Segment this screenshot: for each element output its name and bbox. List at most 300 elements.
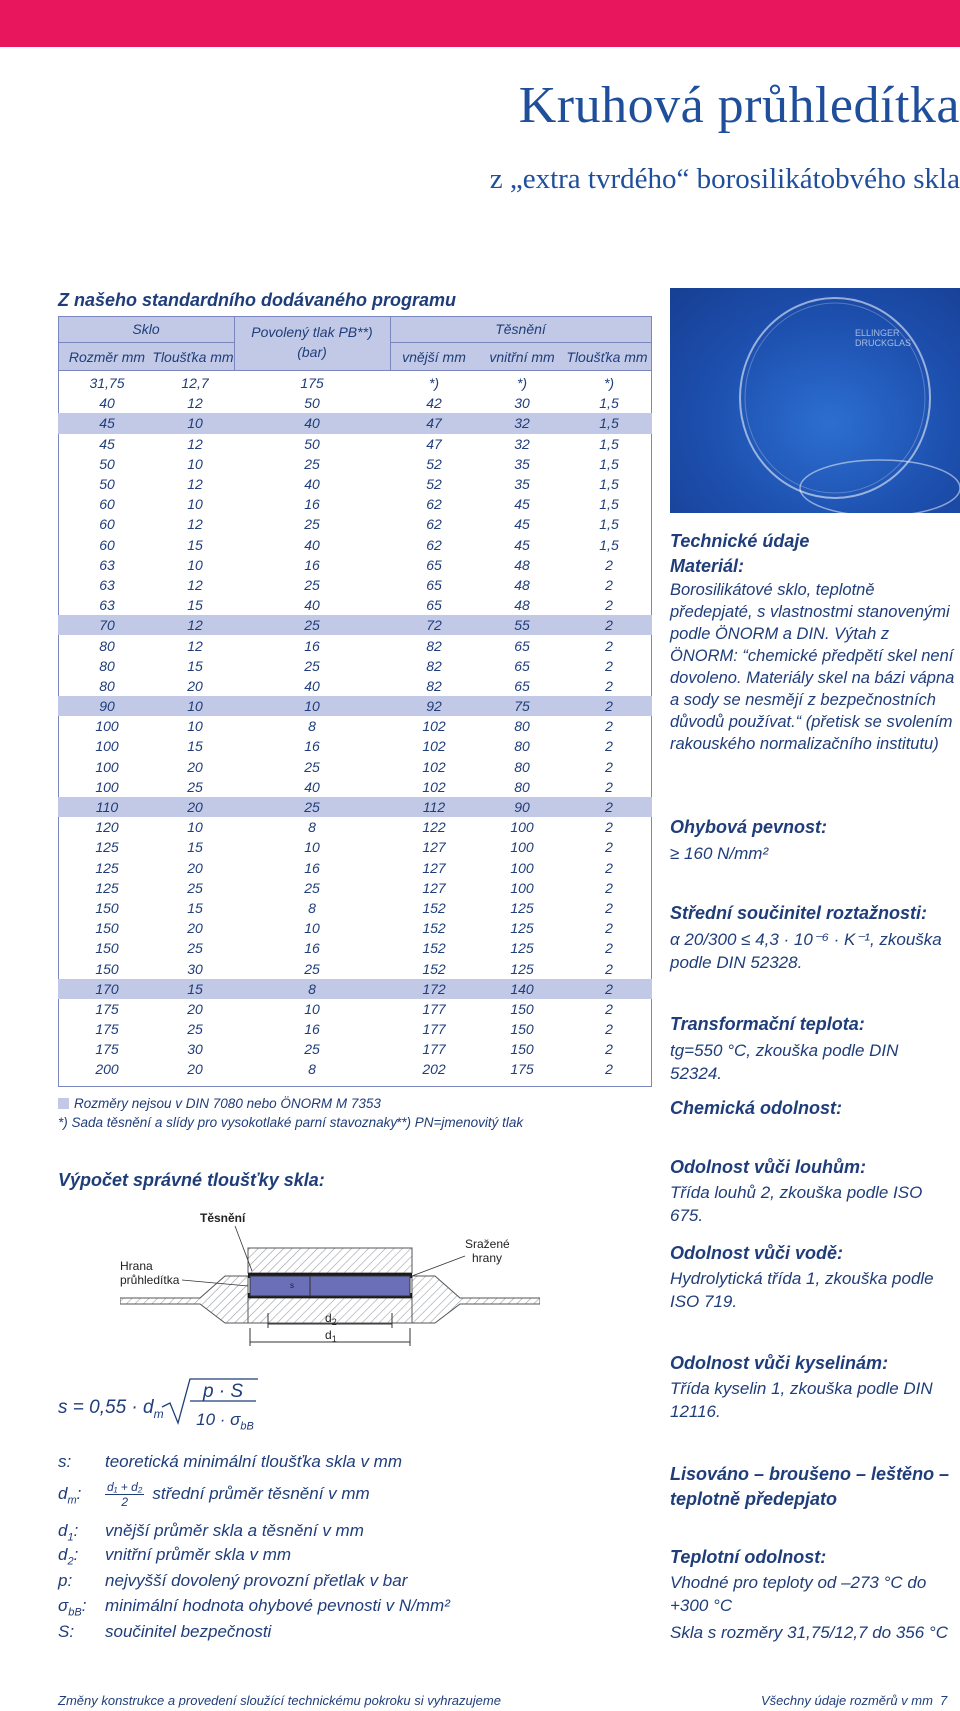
table-row bbox=[58, 615, 652, 635]
footer-left: Změny konstrukce a provedení sloužící technickému pokroku si vyhrazujeme bbox=[58, 1693, 501, 1708]
table-cell: 48 bbox=[514, 556, 530, 573]
table-cell: 42 bbox=[426, 395, 442, 412]
table-cell: 100 bbox=[510, 859, 534, 876]
legend-row bbox=[58, 1622, 271, 1642]
leader-line bbox=[412, 1256, 465, 1276]
top-cover-ring bbox=[248, 1248, 412, 1273]
legend-key: S: bbox=[58, 1622, 75, 1641]
table-row bbox=[58, 958, 652, 978]
table-cell: 72 bbox=[390, 615, 478, 635]
table-cell: 175 bbox=[510, 1061, 534, 1078]
formula: $s = 0,55 \cdot d_m$ bbox=[58, 1397, 164, 1421]
col-group-sklo: Sklo bbox=[132, 321, 160, 337]
table-cell: 177 bbox=[422, 1021, 446, 1038]
note-pn: **) PN=jmenovitý tlak bbox=[396, 1115, 524, 1130]
table-cell: 52 bbox=[426, 476, 442, 493]
label-srazene-2: hrany bbox=[472, 1251, 503, 1265]
table-cell: 140 bbox=[478, 979, 566, 999]
table-cell: 100 bbox=[95, 778, 119, 795]
table-cell: 1,5 bbox=[566, 413, 652, 433]
table-cell: 150 bbox=[510, 1000, 534, 1017]
table-cell: 2 bbox=[605, 960, 613, 977]
table-row bbox=[58, 757, 652, 777]
table-cell: 172 bbox=[390, 979, 478, 999]
table-cell: 30 bbox=[514, 395, 530, 412]
transf-text: tg=550 °C, zkouška podle DIN 52324. bbox=[670, 1041, 899, 1083]
table-row bbox=[58, 535, 652, 555]
table-cell: 47 bbox=[426, 435, 442, 452]
table-cell: 152 bbox=[422, 920, 446, 937]
table-cell: 35 bbox=[514, 455, 530, 472]
table-cell: 2 bbox=[605, 1041, 613, 1058]
table-cell: 63 bbox=[99, 576, 115, 593]
table-cell: 31,75 bbox=[89, 375, 125, 392]
table-cell: 2 bbox=[605, 839, 613, 856]
table-cell: 35 bbox=[514, 476, 530, 493]
table-cell: 25 bbox=[304, 516, 320, 533]
table-row bbox=[58, 797, 652, 817]
table-cell: 16 bbox=[304, 859, 320, 876]
table-cell: 90 bbox=[478, 797, 566, 817]
table-cell: 2 bbox=[605, 556, 613, 573]
table-cell: 100 bbox=[510, 839, 534, 856]
label-hrana: Hrana bbox=[120, 1259, 153, 1273]
table-cell: 1,5 bbox=[599, 536, 619, 553]
page-number: 7 bbox=[940, 1693, 948, 1708]
label-d1: $d_1$ bbox=[325, 1328, 337, 1344]
table-cell: 2 bbox=[605, 576, 613, 593]
table-cell: 177 bbox=[422, 1041, 446, 1058]
table-header-sep bbox=[390, 342, 651, 343]
table-cell: 25 bbox=[187, 940, 203, 957]
table-cell: 2 bbox=[605, 1000, 613, 1017]
tepl-text-1: Vhodné pro teploty od –273 °C do +300 °C bbox=[670, 1573, 927, 1615]
table-row bbox=[58, 413, 652, 433]
table-cell: 175 bbox=[300, 375, 324, 392]
legend-row bbox=[58, 1480, 370, 1509]
table-row bbox=[58, 474, 652, 494]
table-cell: 40 bbox=[304, 476, 320, 493]
table-row bbox=[58, 514, 652, 534]
roztaz-text: α 20/300 ≤ 4,3 · 10⁻⁶ · K⁻¹, zkouška podle DIN 52328. bbox=[670, 930, 942, 972]
table-cell: 80 bbox=[514, 758, 530, 775]
legend-text: nejvyšší dovolený provozní přetlak v bar bbox=[105, 1571, 408, 1590]
table-cell: 200 bbox=[95, 1061, 119, 1078]
table-cell: 90 bbox=[58, 696, 156, 716]
table-cell: 175 bbox=[95, 1021, 119, 1038]
table-cell: 25 bbox=[304, 657, 320, 674]
table-cell: 55 bbox=[478, 615, 566, 635]
table-cell: 125 bbox=[510, 940, 534, 957]
table-cell: 150 bbox=[510, 1041, 534, 1058]
material-heading: Materiál: bbox=[670, 556, 745, 576]
table-cell: 32 bbox=[514, 435, 530, 452]
table-cell: 15 bbox=[187, 597, 203, 614]
table-row bbox=[58, 837, 652, 857]
table-cell: 10 bbox=[304, 839, 320, 856]
louh-heading: Odolnost vůči louhům: bbox=[670, 1157, 866, 1177]
table-cell: 62 bbox=[426, 496, 442, 513]
roztaz-heading: Střední součinitel roztažnosti: bbox=[670, 903, 928, 923]
table-cell: 12 bbox=[187, 637, 203, 654]
table-cell: 15 bbox=[187, 657, 203, 674]
table-cell: 16 bbox=[304, 940, 320, 957]
table-cell: 125 bbox=[95, 859, 119, 876]
louh-text: Třída louhů 2, zkouška podle ISO 675. bbox=[670, 1183, 923, 1225]
table-cell: 10 bbox=[304, 1000, 320, 1017]
col-header-rozmer: Rozměr mm bbox=[68, 349, 146, 365]
table-cell: 48 bbox=[514, 576, 530, 593]
legend-key: p: bbox=[58, 1571, 73, 1590]
table-cell: 1,5 bbox=[599, 476, 619, 493]
table-cell: 12 bbox=[187, 395, 203, 412]
table-cell: 20 bbox=[187, 1000, 203, 1017]
table-cell: 62 bbox=[426, 536, 442, 553]
label-d2: $d_2$ bbox=[325, 1311, 337, 1327]
voda-text: Hydrolytická třída 1, zkouška podle ISO 719. bbox=[670, 1269, 934, 1311]
formula-denominator: $10 \cdot \sigma_{bB}$ bbox=[196, 1410, 254, 1433]
table-cell: 40 bbox=[304, 597, 320, 614]
table-row bbox=[58, 696, 652, 716]
table-cell: 152 bbox=[422, 940, 446, 957]
table-cell: 15 bbox=[187, 839, 203, 856]
table-cell: 20 bbox=[187, 859, 203, 876]
table-header-divider bbox=[58, 370, 652, 371]
table-cell: 25 bbox=[187, 879, 203, 896]
table-cell: 15 bbox=[187, 738, 203, 755]
table-cell: 10 bbox=[156, 413, 234, 433]
highlight-legend-swatch bbox=[58, 1098, 69, 1109]
table-row bbox=[58, 777, 652, 797]
table-cell: 2 bbox=[566, 797, 652, 817]
table-cell: 70 bbox=[58, 615, 156, 635]
table-cell: *) bbox=[516, 375, 528, 392]
table-cell: 102 bbox=[422, 718, 446, 735]
table-cell: 175 bbox=[95, 1000, 119, 1017]
col-group-tlak: Povolený tlak PB**) bbox=[251, 324, 373, 340]
table-cell: 25 bbox=[234, 797, 390, 817]
table-cell: 92 bbox=[390, 696, 478, 716]
table-cell: 52 bbox=[426, 455, 442, 472]
table-cell: 2 bbox=[605, 778, 613, 795]
voda-heading: Odolnost vůči vodě: bbox=[670, 1243, 844, 1263]
table-cell: 102 bbox=[422, 758, 446, 775]
table-cell: 16 bbox=[304, 556, 320, 573]
table-row bbox=[58, 1059, 652, 1079]
table-row bbox=[58, 898, 652, 918]
table-cell: 12 bbox=[187, 476, 203, 493]
table-row bbox=[58, 595, 652, 615]
top-accent-bar bbox=[0, 0, 960, 47]
legend-text: střední průměr těsnění v mm bbox=[152, 1483, 370, 1503]
table-row bbox=[58, 676, 652, 696]
col-group-tlak-unit: (bar) bbox=[297, 344, 327, 360]
table-cell: 20 bbox=[187, 920, 203, 937]
table-cell: 2 bbox=[605, 597, 613, 614]
table-row bbox=[58, 938, 652, 958]
table-cell: 125 bbox=[95, 879, 119, 896]
table-cell: 30 bbox=[187, 1041, 203, 1058]
table-cell: 102 bbox=[422, 738, 446, 755]
table-cell: 25 bbox=[234, 615, 390, 635]
table-cell: 152 bbox=[422, 960, 446, 977]
table-cell: 45 bbox=[514, 496, 530, 513]
table-cell: 10 bbox=[234, 696, 390, 716]
table-cell: 102 bbox=[422, 778, 446, 795]
table-cell: 2 bbox=[605, 859, 613, 876]
table-cell: 10 bbox=[187, 718, 203, 735]
table-cell: 152 bbox=[422, 899, 446, 916]
table-cell: 100 bbox=[95, 758, 119, 775]
table-row bbox=[58, 858, 652, 878]
tepl-text-2: Skla s rozměry 31,75/12,7 do 356 °C bbox=[670, 1623, 949, 1642]
table-cell: 12 bbox=[187, 435, 203, 452]
table-cell: 2 bbox=[605, 1061, 613, 1078]
table-cell: 62 bbox=[426, 516, 442, 533]
table-cell: 45 bbox=[99, 435, 115, 452]
legend-key: s: bbox=[58, 1452, 72, 1471]
table-cell: 8 bbox=[234, 979, 390, 999]
table-cell: 80 bbox=[514, 718, 530, 735]
table-cell: 2 bbox=[566, 979, 652, 999]
legend-text: vnější průměr skla a těsnění v mm bbox=[105, 1521, 364, 1540]
chem-heading: Chemická odolnost: bbox=[670, 1098, 843, 1118]
legend-key: $d_m$: bbox=[58, 1483, 82, 1507]
table-cell: 60 bbox=[99, 516, 115, 533]
table-cell: 80 bbox=[514, 738, 530, 755]
table-cell: 10 bbox=[304, 920, 320, 937]
dimension-table bbox=[58, 373, 652, 1080]
legend-row bbox=[58, 1571, 407, 1591]
table-cell: *) bbox=[603, 375, 615, 392]
table-cell: 65 bbox=[426, 576, 442, 593]
engraving: DRUCKGLAS bbox=[855, 338, 912, 348]
legend-key: $d_1$: bbox=[58, 1521, 79, 1544]
col-header-tloustka: Tloušťka mm bbox=[152, 349, 234, 365]
col-header-vnejsi: vnější mm bbox=[402, 349, 466, 365]
table-cell: 2 bbox=[605, 920, 613, 937]
lis-heading: Lisováno – broušeno – leštěno – teplotně předepjato bbox=[670, 1464, 950, 1510]
table-cell: 47 bbox=[390, 413, 478, 433]
legend-text: teoretická minimální tloušťka skla v mm bbox=[105, 1452, 402, 1471]
table-cell: 25 bbox=[304, 1041, 320, 1058]
table-header-sep bbox=[58, 342, 234, 343]
table-cell: 45 bbox=[514, 536, 530, 553]
glass-ring-illustration bbox=[670, 288, 960, 513]
legend-text: součinitel bezpečnosti bbox=[105, 1622, 272, 1641]
table-cell: 110 bbox=[58, 797, 156, 817]
table-cell: 1,5 bbox=[599, 455, 619, 472]
table-row bbox=[58, 494, 652, 514]
table-cell: 50 bbox=[304, 395, 320, 412]
table-row bbox=[58, 434, 652, 454]
table-cell: 80 bbox=[99, 677, 115, 694]
table-cell: 125 bbox=[95, 839, 119, 856]
col-header-tloustka2: Tloušťka mm bbox=[566, 349, 648, 365]
table-cell: 82 bbox=[426, 637, 442, 654]
table-cell: 100 bbox=[510, 819, 534, 836]
legend-text: vnitřní průměr skla v mm bbox=[105, 1545, 292, 1564]
table-cell: 20 bbox=[187, 677, 203, 694]
legend-row bbox=[58, 1521, 364, 1543]
col-group-tesneni: Těsnění bbox=[495, 321, 546, 337]
table-cell: 2 bbox=[605, 1021, 613, 1038]
table-cell: 100 bbox=[95, 738, 119, 755]
table-cell: 63 bbox=[99, 597, 115, 614]
table-cell: 75 bbox=[478, 696, 566, 716]
table-cell: 150 bbox=[510, 1021, 534, 1038]
legend-row bbox=[58, 1596, 450, 1618]
tech-heading: Technické údaje bbox=[670, 531, 810, 551]
table-cell: 16 bbox=[304, 1021, 320, 1038]
table-cell: 65 bbox=[514, 677, 530, 694]
table-cell: 30 bbox=[187, 960, 203, 977]
table-cell: 150 bbox=[95, 960, 119, 977]
table-cell: *) bbox=[428, 375, 440, 392]
table-cell: 50 bbox=[99, 476, 115, 493]
table-cell: 80 bbox=[514, 778, 530, 795]
legend-row bbox=[58, 1545, 291, 1567]
table-cell: 40 bbox=[234, 413, 390, 433]
table-row bbox=[58, 454, 652, 474]
table-cell: 2 bbox=[605, 879, 613, 896]
table-cell: 10 bbox=[187, 819, 203, 836]
table-cell: 2 bbox=[566, 615, 652, 635]
label-s: s bbox=[290, 1281, 294, 1290]
table-cell: 65 bbox=[426, 556, 442, 573]
table-cell: 2 bbox=[566, 696, 652, 716]
gasket-diagram bbox=[120, 1208, 540, 1358]
table-cell: 48 bbox=[514, 597, 530, 614]
table-cell: 10 bbox=[187, 556, 203, 573]
table-cell: 16 bbox=[304, 496, 320, 513]
table-cell: 150 bbox=[95, 899, 119, 916]
table-row bbox=[58, 736, 652, 756]
footer-right: Všechny údaje rozměrů v mm bbox=[761, 1693, 933, 1708]
table-cell: 25 bbox=[304, 758, 320, 775]
table-cell: 10 bbox=[156, 696, 234, 716]
product-photo bbox=[670, 288, 960, 513]
table-cell: 8 bbox=[308, 1061, 316, 1078]
legend-row bbox=[58, 1452, 402, 1472]
table-cell: 80 bbox=[99, 637, 115, 654]
table-cell: 40 bbox=[304, 778, 320, 795]
table-cell: 125 bbox=[510, 899, 534, 916]
table-cell: 2 bbox=[605, 758, 613, 775]
table-cell: 177 bbox=[422, 1000, 446, 1017]
table-cell: 32 bbox=[478, 413, 566, 433]
label-srazene: Sražené bbox=[465, 1237, 510, 1251]
table-cell: 50 bbox=[304, 435, 320, 452]
table-cell: 20 bbox=[187, 1061, 203, 1078]
col-header-vnitrni: vnitřní mm bbox=[489, 349, 555, 365]
table-cell: 202 bbox=[422, 1061, 446, 1078]
material-text: Borosilikátové sklo, teplotně předepjaté, s vlastnostmi stanovenými podle ÖNORM a DIN. Výtah z ÖNORM: “chemické předpětí skel není dovoleno. Materiály skel na bázi vápna a sody se nesmějí z bezpečnostních důvodů používat.“ (přetisk se svolením rakouského normalizačního institutu) bbox=[670, 581, 955, 753]
table-row bbox=[58, 393, 652, 413]
table-row bbox=[58, 716, 652, 736]
ohyb-heading: Ohybová pevnost: bbox=[670, 817, 828, 837]
table-cell: 2 bbox=[605, 637, 613, 654]
table-row bbox=[58, 878, 652, 898]
table-cell: 12 bbox=[156, 615, 234, 635]
table-cell: 2 bbox=[605, 940, 613, 957]
table-cell: 100 bbox=[510, 879, 534, 896]
page-title: Kruhová průhledítka bbox=[518, 77, 960, 134]
table-cell: 12,7 bbox=[181, 375, 209, 392]
transf-heading: Transformační teplota: bbox=[670, 1014, 865, 1034]
table-row bbox=[58, 575, 652, 595]
table-cell: 25 bbox=[187, 778, 203, 795]
table-cell: 16 bbox=[304, 637, 320, 654]
table-cell: 12 bbox=[187, 516, 203, 533]
table-cell: 127 bbox=[422, 859, 446, 876]
table-cell: 63 bbox=[99, 556, 115, 573]
formula-numerator: p · S bbox=[202, 1381, 244, 1402]
table-cell: 25 bbox=[187, 1021, 203, 1038]
table-cell: 40 bbox=[304, 536, 320, 553]
table-cell: 8 bbox=[308, 718, 316, 735]
table-cell: 20 bbox=[187, 758, 203, 775]
table-row bbox=[58, 373, 652, 393]
table-cell: 112 bbox=[390, 797, 478, 817]
table-cell: 65 bbox=[514, 637, 530, 654]
table-cell: 45 bbox=[58, 413, 156, 433]
table-cell: 10 bbox=[187, 455, 203, 472]
table-row bbox=[58, 979, 652, 999]
table-cell: 170 bbox=[58, 979, 156, 999]
table-cell: 60 bbox=[99, 496, 115, 513]
table-row bbox=[58, 817, 652, 837]
table-cell: 60 bbox=[99, 536, 115, 553]
table-cell: 2 bbox=[605, 738, 613, 755]
table-cell: 120 bbox=[95, 819, 119, 836]
table-cell: 100 bbox=[95, 718, 119, 735]
page-subtitle: z „extra tvrdého“ borosilikátobvého skla bbox=[489, 163, 960, 195]
ohyb-text: ≥ 160 N/mm² bbox=[670, 844, 769, 863]
tepl-heading: Teplotní odolnost: bbox=[670, 1547, 827, 1567]
kys-text: Třída kyselin 1, zkouška podle DIN 12116. bbox=[670, 1379, 933, 1421]
legend-key: $\sigma_{bB}$: bbox=[58, 1596, 87, 1619]
table-cell: 25 bbox=[304, 960, 320, 977]
table-cell: 1,5 bbox=[599, 516, 619, 533]
table-border-bottom bbox=[58, 1086, 652, 1087]
table-row bbox=[58, 999, 652, 1019]
table-cell: 125 bbox=[510, 920, 534, 937]
table-cell: 25 bbox=[304, 455, 320, 472]
legend-fraction: $\frac{\text{d₁ + d₂}}{2}$ bbox=[107, 1480, 143, 1509]
table-row bbox=[58, 918, 652, 938]
label-hrana-2: průhledítka bbox=[120, 1273, 180, 1287]
engraving: ELLINGER bbox=[855, 328, 900, 338]
table-cell: 2 bbox=[605, 819, 613, 836]
table-cell: 15 bbox=[187, 536, 203, 553]
table-row bbox=[58, 555, 652, 575]
table-cell: 16 bbox=[304, 738, 320, 755]
flange-right bbox=[412, 1276, 540, 1323]
table-cell: 127 bbox=[422, 879, 446, 896]
calc-section-title: Výpočet správné tloušťky skla: bbox=[58, 1170, 325, 1190]
table-cell: 65 bbox=[426, 597, 442, 614]
table-cell: 82 bbox=[426, 677, 442, 694]
table-cell: 1,5 bbox=[599, 435, 619, 452]
table-cell: 8 bbox=[308, 899, 316, 916]
table-cell: 2 bbox=[605, 899, 613, 916]
table-cell: 150 bbox=[95, 920, 119, 937]
note-star: *) Sada těsnění a slídy pro vysokotlaké parní stavoznaky bbox=[58, 1115, 398, 1130]
table-cell: 25 bbox=[304, 879, 320, 896]
table-cell: 2 bbox=[605, 657, 613, 674]
table-row bbox=[58, 1039, 652, 1059]
